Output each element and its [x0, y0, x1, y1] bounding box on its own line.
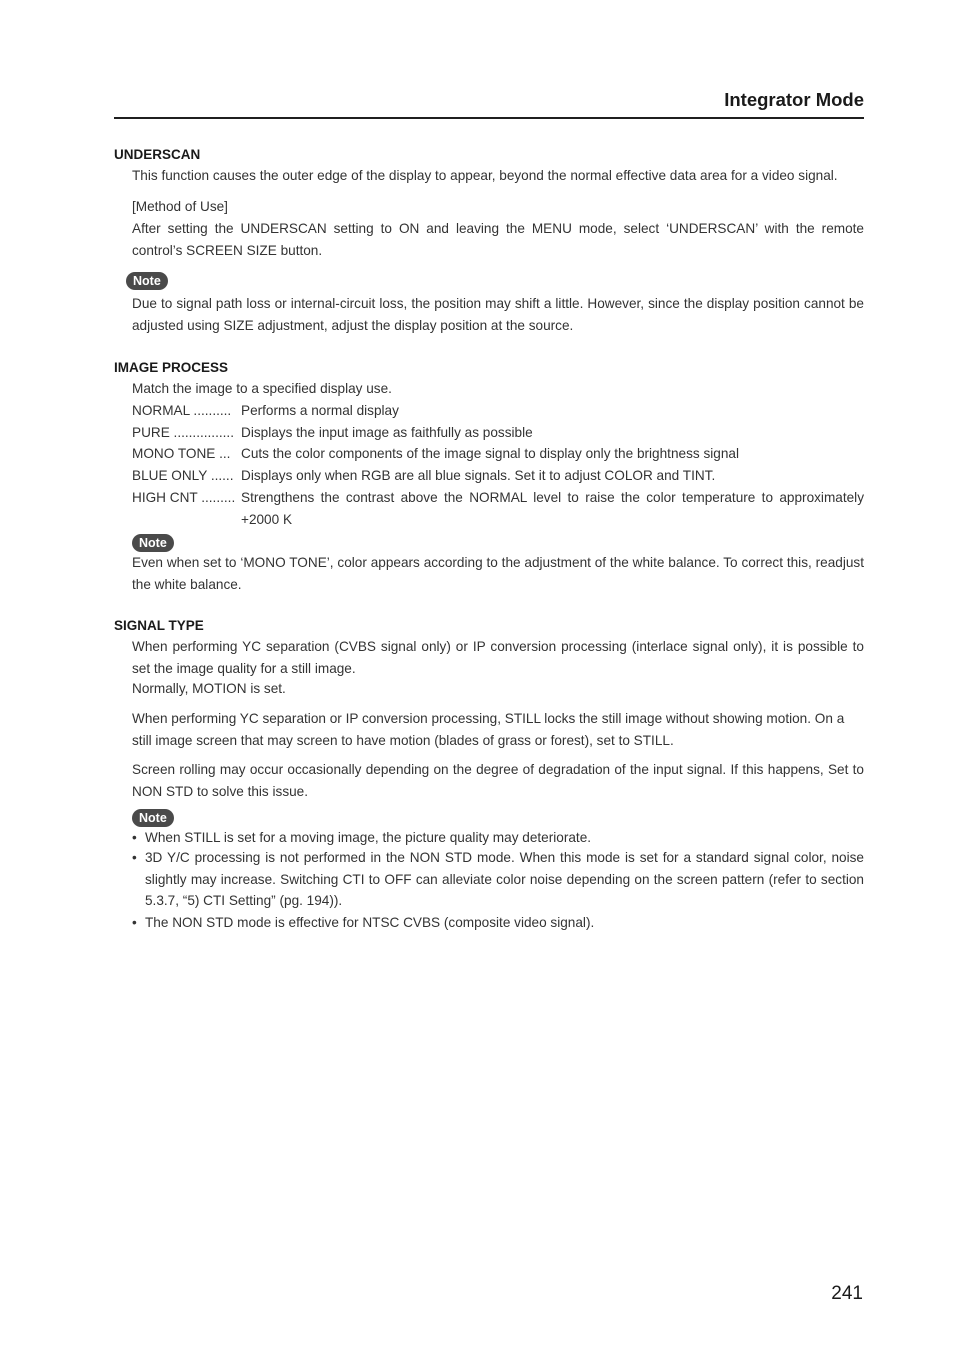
underscan-method-text: After setting the UNDERSCAN setting to ON and leaving the MENU mode, select ‘UNDERSCAN’ with the remote control’s SCREEN SIZE button. — [132, 221, 864, 258]
bullet-marker: • — [132, 830, 137, 845]
definition-term: BLUE ONLY ...... — [132, 468, 234, 483]
underscan-method-label: [Method of Use] — [132, 199, 228, 214]
image-process-note-text: Even when set to ‘MONO TONE’, color appears according to the adjustment of the white balance. To correct this, readjust the white balance. — [132, 555, 864, 592]
definition-desc: Displays the input image as faithfully as possible — [241, 425, 533, 440]
bullet-text: When STILL is set for a moving image, the picture quality may deteriorate. — [145, 830, 592, 845]
definition-desc: Performs a normal display — [241, 403, 399, 418]
image-process-intro: Match the image to a specified display use. — [132, 381, 392, 396]
underscan-note-text: Due to signal path loss or internal-circuit loss, the position may shift a little. However, since the display position cannot be adjusted using SIZE adjustment, adjust the display position at the source. — [132, 296, 864, 333]
note-badge: Note — [126, 272, 168, 290]
note-badge: Note — [132, 809, 174, 827]
signal-type-para1b: Normally, MOTION is set. — [132, 681, 286, 696]
bullet-marker: • — [132, 915, 137, 930]
bullet-text: 3D Y/C processing is not performed in the NON STD mode. When this mode is set for a standard signal color, noise slightly may increase. Switching CTI to OFF can alleviate color noise depending on the screen pattern (refer to section 5.3.7, “5) CTI Setting” (pg. 194)). — [145, 850, 864, 908]
definition-term: MONO TONE ... — [132, 446, 231, 461]
definition-term: PURE ................ — [132, 425, 234, 440]
signal-type-para1: When performing YC separation (CVBS signal only) or IP conversion processing (interlace signal only), it is possible to set the image quality for a still image. — [132, 639, 864, 676]
bullet-marker: • — [132, 850, 137, 865]
definition-desc: Displays only when RGB are all blue signals. Set it to adjust COLOR and TINT. — [241, 468, 716, 483]
page-number: 241 — [831, 1283, 863, 1304]
underscan-intro: This function causes the outer edge of the display to appear, beyond the normal effective data area for a video signal. — [132, 168, 838, 183]
definition-term: HIGH CNT ......... — [132, 490, 236, 505]
section-heading-signal-type: SIGNAL TYPE — [114, 618, 204, 633]
signal-type-para3: Screen rolling may occur occasionally depending on the degree of degradation of the input signal. If this happens, Set to NON STD to solve this issue. — [132, 762, 864, 799]
section-heading-underscan: UNDERSCAN — [114, 147, 201, 162]
page-title: Integrator Mode — [724, 89, 864, 110]
note-badge: Note — [132, 534, 174, 552]
section-heading-image-process: IMAGE PROCESS — [114, 360, 229, 375]
definition-desc: Strengthens the contrast above the NORMAL level to raise the color temperature to approximately +2000 K — [241, 490, 864, 527]
definition-term: NORMAL .......... — [132, 403, 232, 418]
definition-desc: Cuts the color components of the image signal to display only the brightness signal — [241, 446, 739, 461]
signal-type-para2: When performing YC separation or IP conversion processing, STILL locks the still image without showing motion. On a still image screen that may screen to have motion (blades of grass or forest), set to STILL. — [132, 711, 845, 748]
page-header — [114, 86, 864, 119]
bullet-text: The NON STD mode is effective for NTSC CVBS (composite video signal). — [145, 915, 595, 930]
